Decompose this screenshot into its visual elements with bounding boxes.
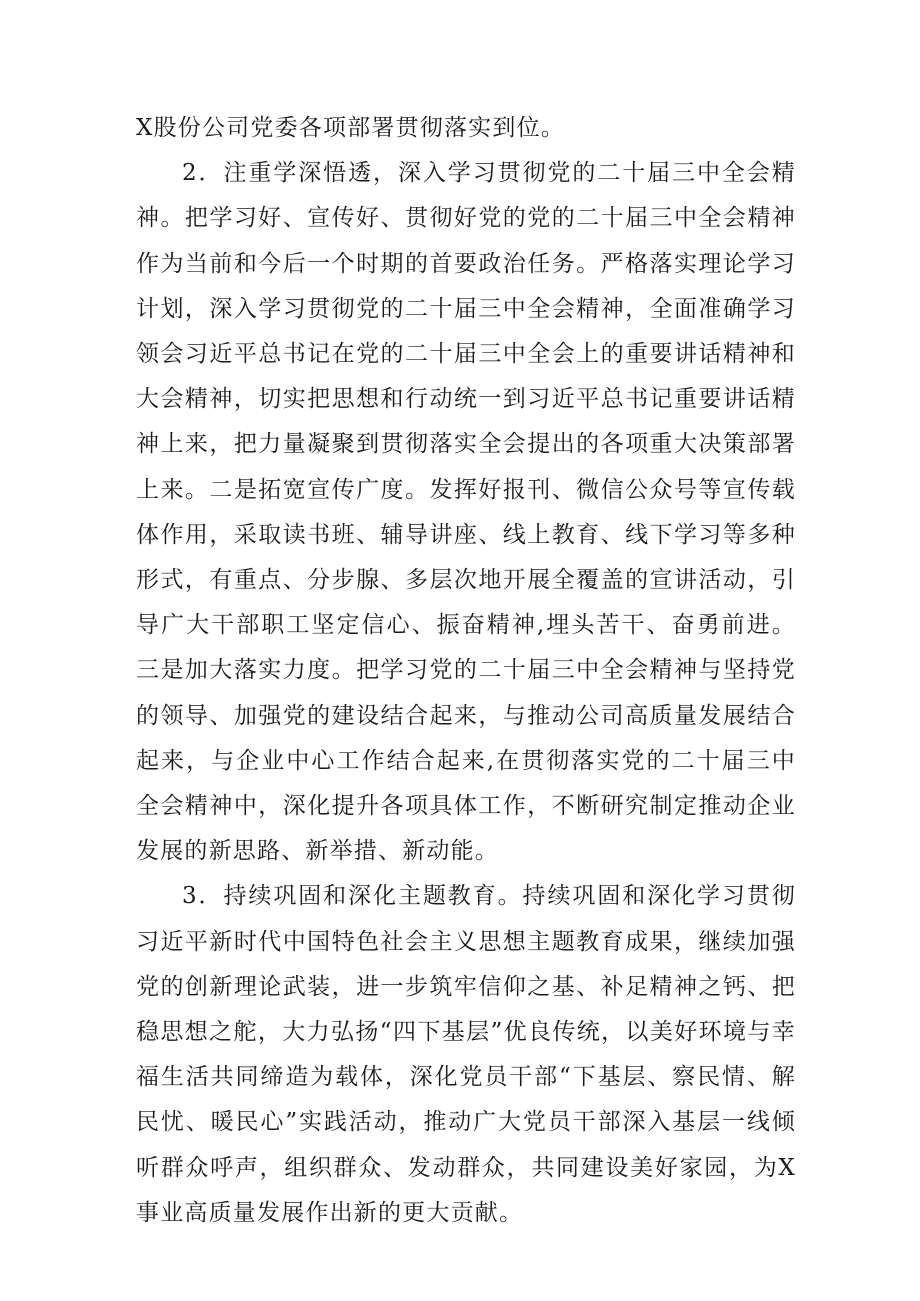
paragraph-text: X股份公司党委各项部署贯彻落实到位。 bbox=[136, 115, 565, 141]
paragraph-item-2 bbox=[136, 151, 796, 874]
paragraph-item-3 bbox=[136, 874, 796, 1236]
item-number: 2． bbox=[182, 160, 224, 187]
paragraph-text: 注重学深悟透，深入学习贯彻党的二十届三中全会精神。把学习好、宣传好、贯彻好党的党的二十届三中全会精神作为当前和今后一个时期的首要政治任务。严格落实理论学习计划，深入学习贯彻党的二十届三中全会精神，全面准确学习领会习近平总书记在党的二十届三中全会上的重要讲话精神和大会精神，切实把思想和行动统一到习近平总书记重要讲话精神上来，把力量凝聚到贯彻落实全会提出的各项重大决策部署上来。二是拓宽宣传广度。发挥好报刊、微信公众号等宣传载体作用，采取读书班、辅导讲座、线上教育、线下学习等多种形式，有重点、分步腺、多层次地开展全覆盖的宣讲活动，引导广大干部职工坚定信心、振奋精神,埋头苦干、奋勇前进。三是加大落实力度。把学习党的二十届三中全会精神与坚持党的领导、加强党的建设结合起来，与推动公司高质量发展结合起来，与企业中心工作结合起来,在贯彻落实党的二十届三中全会精神中，深化提升各项具体工作，不断研究制定推动企业发展的新思路、新举措、新动能。 bbox=[136, 160, 796, 865]
paragraph-text: 持续巩固和深化主题教育。持续巩固和深化学习贯彻习近平新时代中国特色社会主义思想主题教育成果，继续加强党的创新理论武装，进一步筑牢信仰之基、补足精神之钙、把稳思想之舵，大力弘扬“四下基层”优良传统，以美好环境与幸福生活共同缔造为载体，深化党员干部“下基层、察民情、解民忧、暖民心”实践活动，推动广大党员干部深入基层一线倾听群众呼声，组织群众、发动群众，共同建设美好家园，为X事业高质量发展作出新的更大贡献。 bbox=[136, 883, 796, 1226]
document-body bbox=[136, 106, 796, 1236]
item-number: 3． bbox=[182, 883, 224, 910]
paragraph-continuation bbox=[136, 106, 796, 151]
